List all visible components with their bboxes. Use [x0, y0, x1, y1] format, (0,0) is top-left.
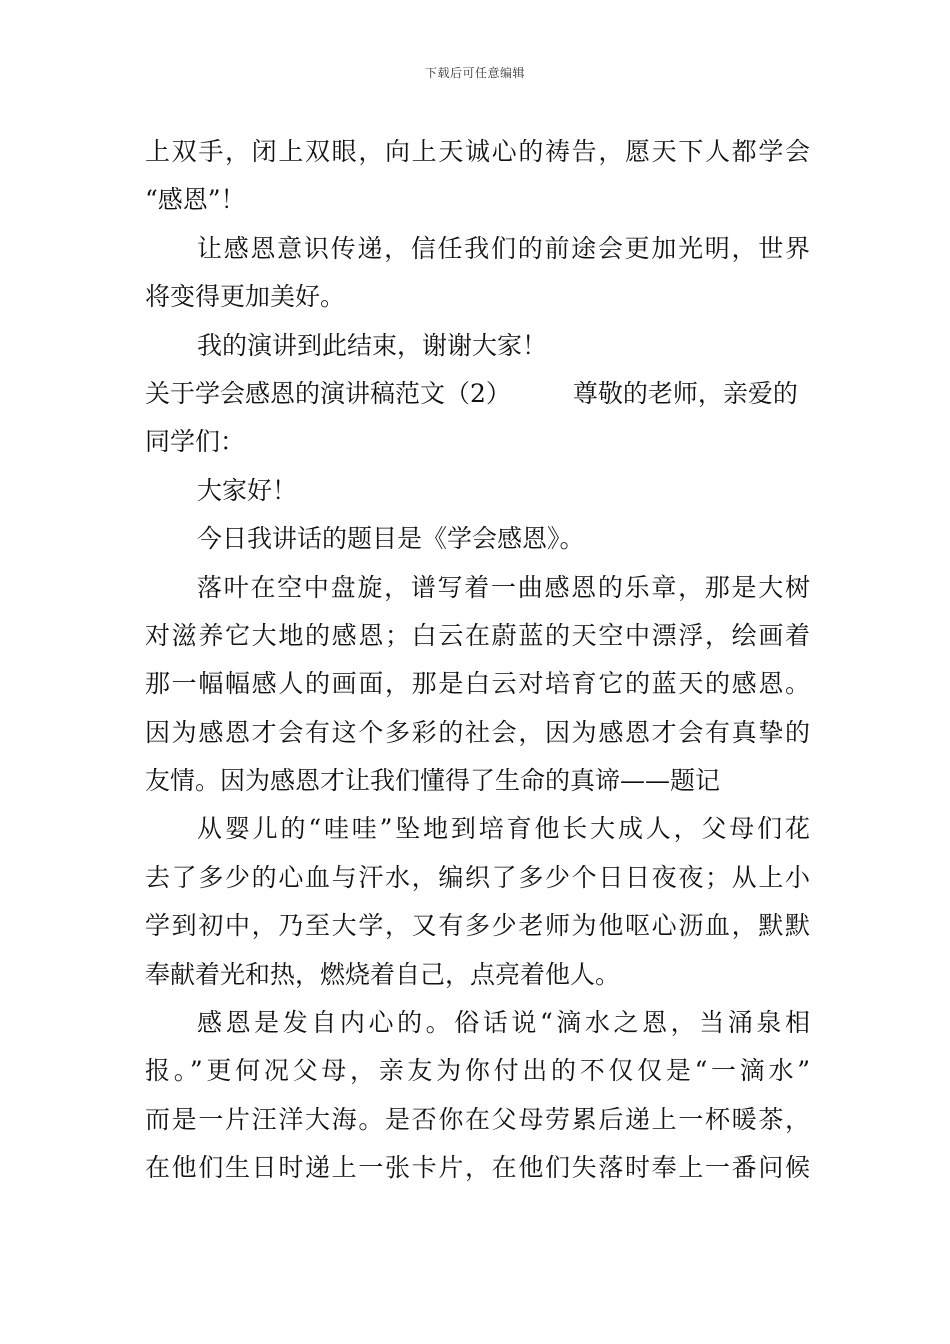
section-title-line — [145, 370, 810, 418]
paragraph-start-line: 大家好！ — [197, 475, 298, 505]
paragraph-start-line: 今日我讲话的题目是《学会感恩》。 — [197, 524, 585, 554]
text-line: 而是一片汪洋大海。是否你在父母劳累后递上一杯暖茶， — [145, 1104, 810, 1134]
paragraph-start-line: 我的演讲到此结束，谢谢大家！ — [197, 330, 548, 360]
text-line: 对滋养它大地的感恩；白云在蔚蓝的天空中漂浮，绘画着 — [145, 620, 810, 650]
page-header: 下载后可任意编辑 — [424, 66, 525, 80]
paragraph-start-line: 让感恩意识传递，信任我们的前途会更加光明，世界 — [197, 233, 810, 263]
salutation-start: 尊敬的老师，亲爱的 — [572, 378, 798, 408]
paragraph-start-line: 感恩是发自内心的。俗话说“滴水之恩，当涌泉相 — [197, 1008, 810, 1038]
section-title: 关于学会感恩的演讲稿范文（2） — [145, 378, 511, 408]
document-body — [145, 128, 810, 1193]
text-line: 那一幅幅感人的画面，那是白云对培育它的蓝天的感恩。 — [145, 669, 810, 699]
text-line: 学到初中，乃至大学，又有多少老师为他呕心沥血，默默 — [145, 911, 810, 941]
text-line: 同学们： — [145, 427, 246, 457]
text-line: 在他们生日时递上一张卡片，在他们失落时奉上一番问候 — [145, 1153, 810, 1183]
text-line: 因为感恩才会有这个多彩的社会，因为感恩才会有真挚的 — [145, 717, 810, 747]
text-line: 奉献着光和热，燃烧着自己，点亮着他人。 — [145, 959, 621, 989]
text-line: “感恩”！ — [145, 185, 246, 215]
paragraph-start-line: 从婴儿的“哇哇”坠地到培育他长大成人，父母们花 — [197, 814, 810, 844]
text-line: 去了多少的心血与汗水，编织了多少个日日夜夜；从上小 — [145, 862, 810, 892]
text-line: 上双手，闭上双眼，向上天诚心的祷告，愿天下人都学会 — [145, 137, 810, 166]
text-line: 友情。因为感恩才让我们懂得了生命的真谛——题记 — [145, 766, 721, 796]
text-line: 报。”更何况父母，亲友为你付出的不仅仅是“一滴水” — [145, 1056, 810, 1086]
text-line: 将变得更加美好。 — [145, 282, 346, 312]
paragraph-start-line: 落叶在空中盘旋，谱写着一曲感恩的乐章，那是大树 — [197, 572, 810, 602]
